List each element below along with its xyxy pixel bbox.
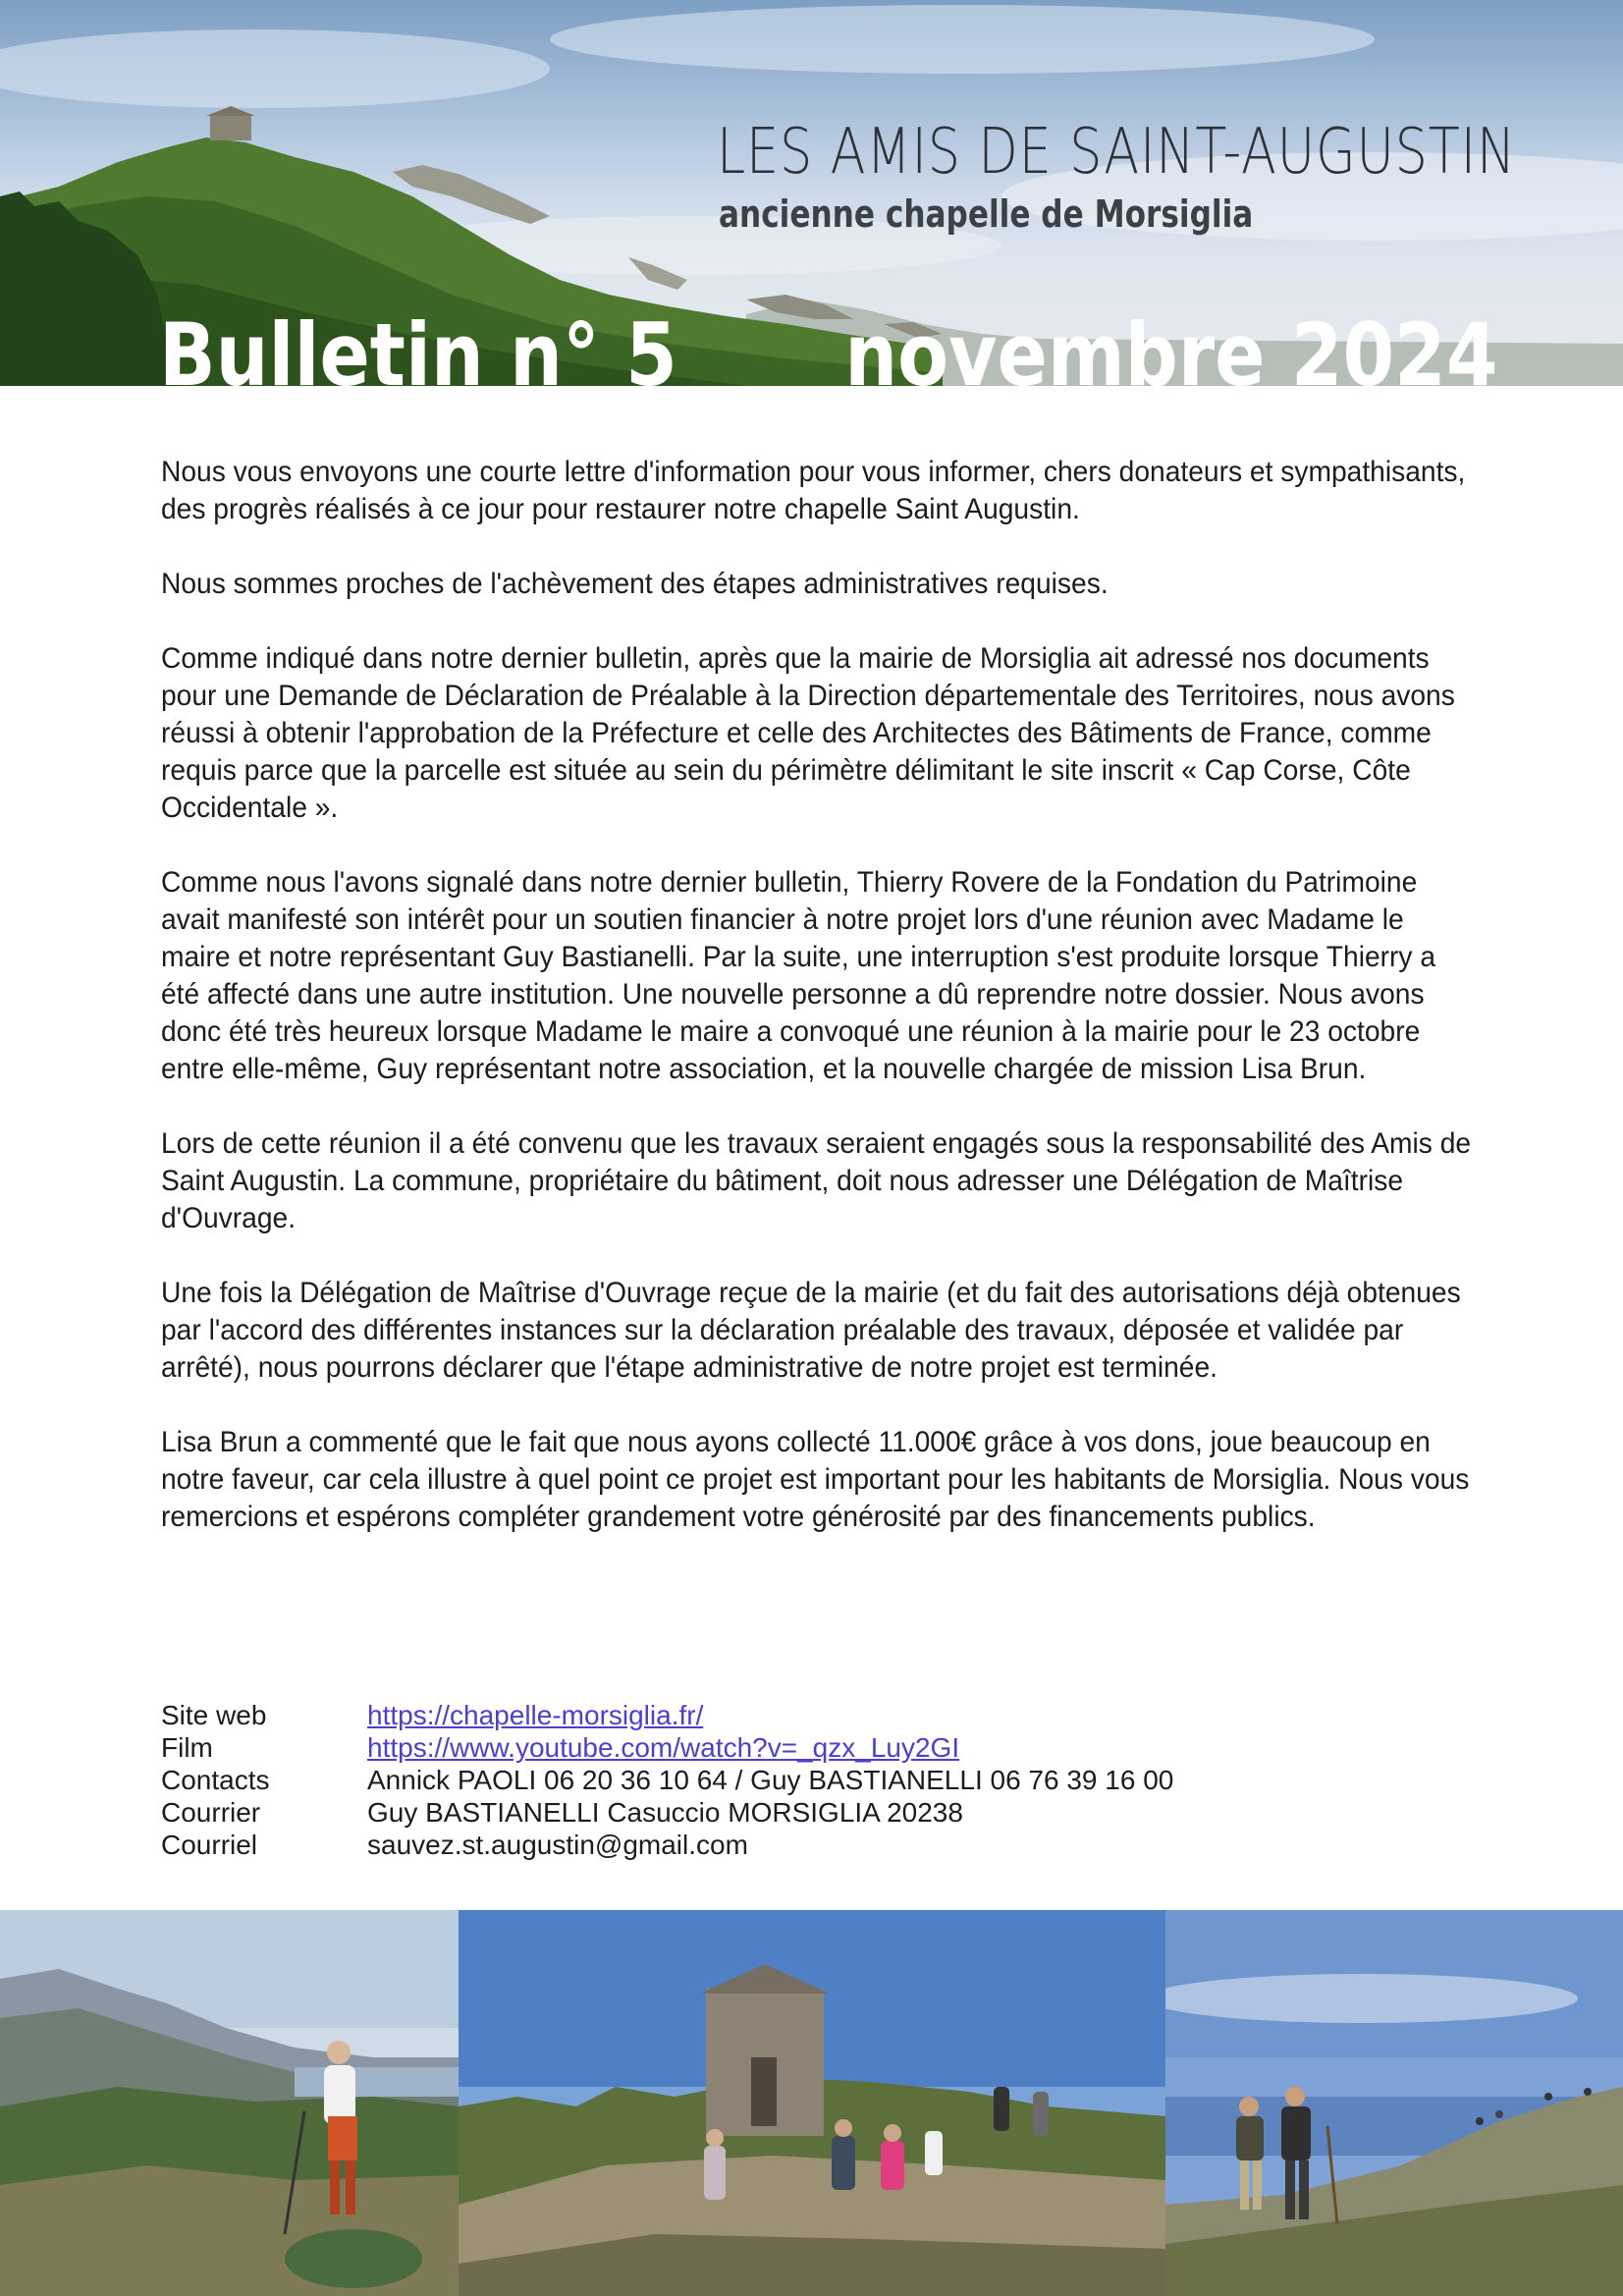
website-label: Site web xyxy=(161,1700,267,1730)
photo-group-chapel xyxy=(459,1910,1165,2296)
email-label: Courriel xyxy=(161,1830,258,1860)
contact-row-mail xyxy=(161,1796,1339,1829)
paragraph-thanks: Lisa Brun a commenté que le fait que nous ayons collecté 11.000€ grâce à vos dons, joue beaucoup en notre faveur, car cela illustre à quel point ce projet est important pour les habitants de Morsiglia. Nous vous remercions et espérons compléter grandement votre générosité par des financements publics. xyxy=(161,1426,1470,1533)
email-value: sauvez.st.augustin@gmail.com xyxy=(367,1830,748,1860)
photo-strip xyxy=(0,1910,1623,2296)
paragraph-status: Nous sommes proches de l'achèvement des étapes administratives requises. xyxy=(161,568,1109,600)
association-subtitle: ancienne chapelle de Morsiglia xyxy=(719,192,1254,236)
contacts-value: Annick PAOLI 06 20 36 10 64 / Guy BASTIANELLI 06 76 39 16 00 xyxy=(367,1765,1174,1795)
film-link[interactable]: https://www.youtube.com/watch?v=_qzx_Luy2GI xyxy=(367,1732,960,1763)
website-link[interactable]: https://chapelle-morsiglia.fr/ xyxy=(367,1700,704,1730)
paragraph-delegation: Une fois la Délégation de Maîtrise d'Ouvrage reçue de la mairie (et du fait des autorisations déjà obtenues par l'accord des différentes instances sur la déclaration préalable des travaux, déposée et validée par arrêté), nous pourrons déclarer que l'étape administrative de notre projet est terminée. xyxy=(161,1277,1461,1384)
bulletin-date: novembre 2024 xyxy=(843,304,1497,386)
photo-hikers-ridge xyxy=(1165,1910,1623,2296)
contact-block xyxy=(161,1699,1339,1861)
paragraph-meeting: Lors de cette réunion il a été convenu que les travaux seraient engagés sous la responsabilité des Amis de Saint Augustin. La commune, propriétaire du bâtiment, doit nous adresser une Délégation de Maîtrise d'Ouvrage. xyxy=(161,1127,1472,1234)
contact-row-film xyxy=(161,1731,1339,1764)
newsletter-body xyxy=(161,454,1477,1573)
paragraph-intro: Nous vous envoyons une courte lettre d'information pour vous informer, chers donateurs et sympathisants, des progrès réalisés à ce jour pour restaurer notre chapelle Saint Augustin. xyxy=(161,456,1466,525)
paragraph-foundation: Comme nous l'avons signalé dans notre dernier bulletin, Thierry Rovere de la Fondation du Patrimoine avait manifesté son intérêt pour un soutien financier à notre projet lors d'une réunion avec Madame le maire et notre représentant Guy Bastianelli. Par la suite, une interruption s'est produite lorsque Thierry a été affecté dans une autre institution. Une nouvelle personne a dû reprendre notre dossier. Nous avons donc été très heureux lorsque Madame le maire a convoqué une réunion à la mairie pour le 23 octobre entre elle-même, Guy représentant notre association, et la nouvelle chargée de mission Lisa Brun. xyxy=(161,866,1436,1085)
association-name: LES AMIS DE SAINT-AUGUSTIN xyxy=(717,116,1517,189)
contact-row-phones xyxy=(161,1764,1339,1796)
mail-label: Courrier xyxy=(161,1797,261,1828)
contact-row-website xyxy=(161,1699,1339,1731)
film-label: Film xyxy=(161,1732,213,1763)
contact-row-email xyxy=(161,1829,1339,1861)
bulletin-number: Bulletin n° 5 xyxy=(159,304,677,386)
photo-hiker-coast xyxy=(0,1910,459,2296)
mail-value: Guy BASTIANELLI Casuccio MORSIGLIA 20238 xyxy=(367,1797,963,1828)
header-banner xyxy=(0,0,1623,386)
contacts-label: Contacts xyxy=(161,1765,270,1795)
paragraph-approval: Comme indiqué dans notre dernier bulletin, après que la mairie de Morsiglia ait adressé nos documents pour une Demande de Déclaration de Préalable à la Direction départementale des Territoires, nous avons réussi à obtenir l'approbation de la Préfecture et celle des Architectes des Bâtiments de France, comme requis parce que la parcelle est située au sein du périmètre délimitant le site inscrit « Cap Corse, Côte Occidentale ». xyxy=(161,642,1455,824)
